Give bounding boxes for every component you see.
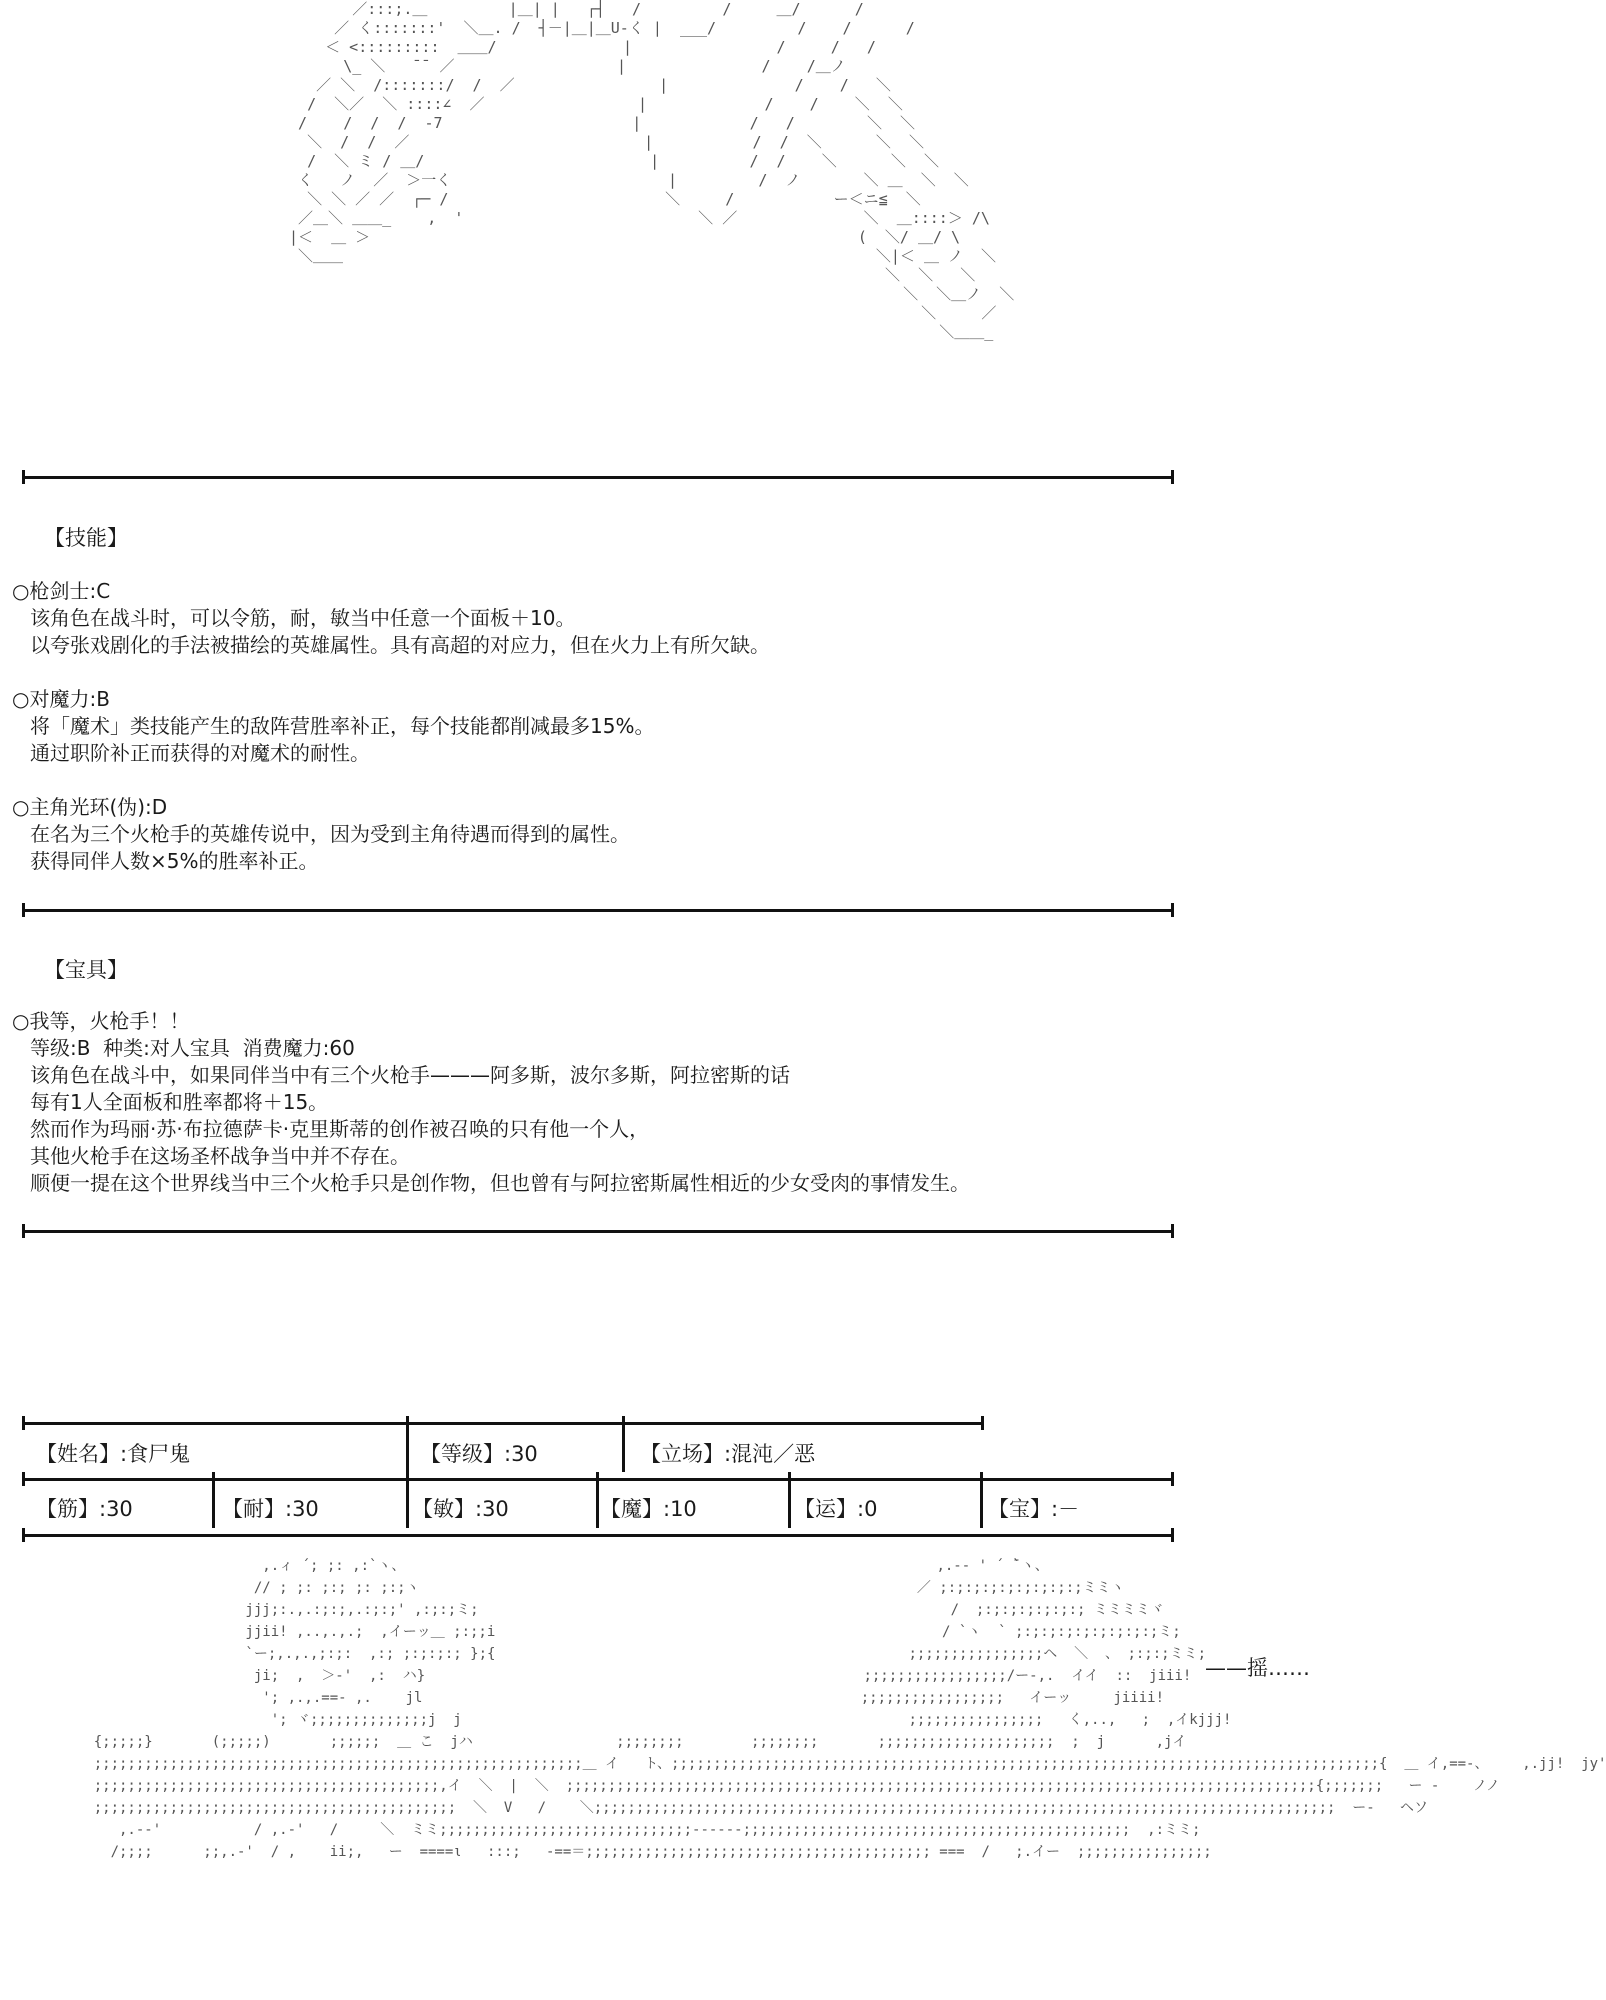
np-line-3: 每有1人全面板和胜率都将＋15。: [30, 1090, 329, 1114]
np-line-6: 顺便一提在这个世界线当中三个火枪手只是创作物，但也曾有与阿拉密斯属性相近的少女受肉的事情发生。: [30, 1171, 970, 1195]
skill-1-title: ○枪剑士:C: [12, 579, 111, 603]
skill-2-line-1: 将「魔术」类技能产生的敌阵营胜率补正，每个技能都削减最多15%。: [30, 714, 655, 738]
skill-3-line-1: 在名为三个火枪手的英雄传说中，因为受到主角待遇而得到的属性。: [30, 822, 630, 846]
stat-separator: [980, 1472, 983, 1528]
stat-name: 【姓名】:食尸鬼: [36, 1442, 191, 1466]
np-line-1: 等级:B 种类:对人宝具 消费魔力:60: [30, 1036, 355, 1060]
stat-separator: [406, 1416, 409, 1472]
skills-heading: 【技能】: [44, 526, 128, 550]
np-line-5: 其他火枪手在这场圣杯战争当中并不存在。: [30, 1144, 410, 1168]
stat-luck: 【运】:0: [794, 1497, 878, 1521]
stat-separator: [622, 1416, 625, 1472]
divider: [22, 903, 1174, 917]
stat-table-top-rule: [22, 1416, 984, 1430]
stat-table-bottom-rule: [22, 1528, 1174, 1542]
skill-1-line-1: 该角色在战斗时，可以令筋，耐，敏当中任意一个面板＋10。: [30, 606, 576, 630]
skill-3-line-2: 获得同伴人数×5%的胜率补正。: [30, 849, 319, 873]
stat-separator: [596, 1472, 599, 1528]
stat-mana: 【魔】:10: [600, 1497, 697, 1521]
skill-1-line-2: 以夸张戏剧化的手法被描绘的英雄属性。具有高超的对应力，但在火力上有所欠缺。: [30, 633, 770, 657]
ascii-art-top: ／:::;.＿ |＿| | ┌┤ / / ＿/ / ／ く:::::::' ＼＿. / ┤－|＿|＿U-く | ___/ / / / ＜ <::::::::: ＿＿/ | / / / \_ ＼ ̄ ̄ ／ | / /＿ノ ／ ＼ /:::::::/ / ／ | / / ＼ / ＼／ ＼ ::::∠ ／ | / / ＼ ＼ / / / / -7 | / / ＼ ＼ ＼ / / ／ | / / ＼ ＼ ＼ / ＼ ミ / ＿/ | / / ＼ ＼ ＼ く ノ ／ ＞一く | / ノ ＼ ＿ ＼ ＼ ＼ ＼ ／ ／ ┌─ / ＼ / ー＜ニ≦ ＼ ／＿＼ ＿＿_ , ' ＼ ／ ＼ ＿::::＞ /\ |＜ ＿ ＞ ( ＼/ ＿/ \ ＼＿＿ ＼|＜ ＿ ノ ＼ ＼ ＼ ＼ ＼ ＼＿ノ ＼ ＼ ／ ＼＿＿_: [289, 0, 1015, 341]
np-title: ○我等，火枪手！！: [12, 1009, 190, 1033]
divider: [22, 470, 1174, 484]
skill-2-line-2: 通过职阶补正而获得的对魔术的耐性。: [30, 741, 370, 765]
np-line-4: 然而作为玛丽·苏·布拉德萨卡·克里斯蒂的创作被召唤的只有他一个人，: [30, 1117, 650, 1141]
stat-agility: 【敏】:30: [412, 1497, 509, 1521]
stat-noble-phantasm: 【宝】:－: [988, 1497, 1080, 1521]
np-line-2: 该角色在战斗中，如果同伴当中有三个火枪手———阿多斯，波尔多斯，阿拉密斯的话: [30, 1063, 790, 1087]
stat-alignment: 【立场】:混沌／恶: [640, 1442, 816, 1466]
stat-separator: [212, 1472, 215, 1528]
noble-phantasm-heading: 【宝具】: [44, 958, 128, 982]
stat-separator: [406, 1472, 409, 1528]
stat-level: 【等级】:30: [420, 1442, 538, 1466]
stat-endurance: 【耐】:30: [222, 1497, 319, 1521]
skill-3-title: ○主角光环(伪):D: [12, 795, 168, 819]
stat-separator: [788, 1472, 791, 1528]
divider: [22, 1224, 1174, 1238]
skill-2-title: ○对魔力:B: [12, 687, 110, 711]
aside-text: ——摇……: [1205, 1656, 1310, 1680]
stat-strength: 【筋】:30: [36, 1497, 133, 1521]
ascii-art-bottom: ,.ィ ´; ;: ,:`ヽ、 ,.-‐ ' ´ ̄`ヽ、 // ; ;: ;:; ;: ;:;ヽ ／ ;:;:;:;:;:;:;:;:;ミミヽ jjj;:.,.:;:;,.:;:;' ,:;:;ミ; / ;:;:;:;:;:;:; ミミミミヾ jjii! ,..,.,.; ,イーッ＿ ;:;;i / `ヽ ` ;:;:;:;:;:;:;:;:;ミ; `ー;,.,.,;:;: ,:; ;:;:;:; };{ ;;;;;;;;;;;;;;;;ヘ ＼ 、 ;:;:;ミミ; ji; , ＞-' ,: ハ} ;;;;;;;;;;;;;;;;;/ー-,. イイ :: jiii! '; ,.,.==- ,. jl ;;;;;;;;;;;;;;;;; イーッ jiiii! '; ヾ;;;;;;;;;;;;;;j j ;;;;;;;;;;;;;;;; く,.., ; ,イkjjj! {;;;;;} (;;;;;) ;;;;;; ＿ こ jハ ;;;;;;;; ;;;;;;;; ;;;;;;;;;;;;;;;;;;;;; ; j ,jイ ;;;;;;;;;;;;;;;;;;;;;;;;;;;;;;;;;;;;;;;;;;;;;;;;;;;;;;;;;;＿ イ ト、;;;;;;;;;;;;;;;;;;;;;;;;;;;;;;;;;;;;;;;;;;;;;;;;;;;;;;;;;;;;;;;;;;;;;;;;;;;;;;;;;;;;{ ＿ イ,==-、 ,.jj! jy' ;;;;;;;;;;;;;;;;;;;;;;;;;;;;;;;;;;;;;;;;;,イ ＼ | ＼ ;;;;;;;;;;;;;;;;;;;;;;;;;;;;;;;;;;;;;;;;;;;;;;;;;;;;;;;;;;;;;;;;;;;;;;;;;;;;;;;;;;;;;;;;;{;;;;;;; ー - ノノ ;;;;;;;;;;;;;;;;;;;;;;;;;;;;;;;;;;;;;;;;;;; ＼ V / ＼;;;;;;;;;;;;;;;;;;;;;;;;;;;;;;;;;;;;;;;;;;;;;;;;;;;;;;;;;;;;;;;;;;;;;;;;;;;;;;;;;;;;;;;; ー- ヘソ ,.--' / ,.-' / ＼ ミミ;;;;;;;;;;;;;;;;;;;;;;;;;;;;;;-‐----;;;;;;;;;;;;;;;;;;;;;;;;;;;;;;;;;;;;;;;;;;;;;; ,:ミミ; /;;;; ;;,.-' / , ii;, ー ====ι :::; ‐==＝;;;;;;;;;;;;;;;;;;;;;;;;;;;;;;;;;;;;;;;;; === / ;.イー ;;;;;;;;;;;;;;;;: [93, 1558, 1606, 1860]
